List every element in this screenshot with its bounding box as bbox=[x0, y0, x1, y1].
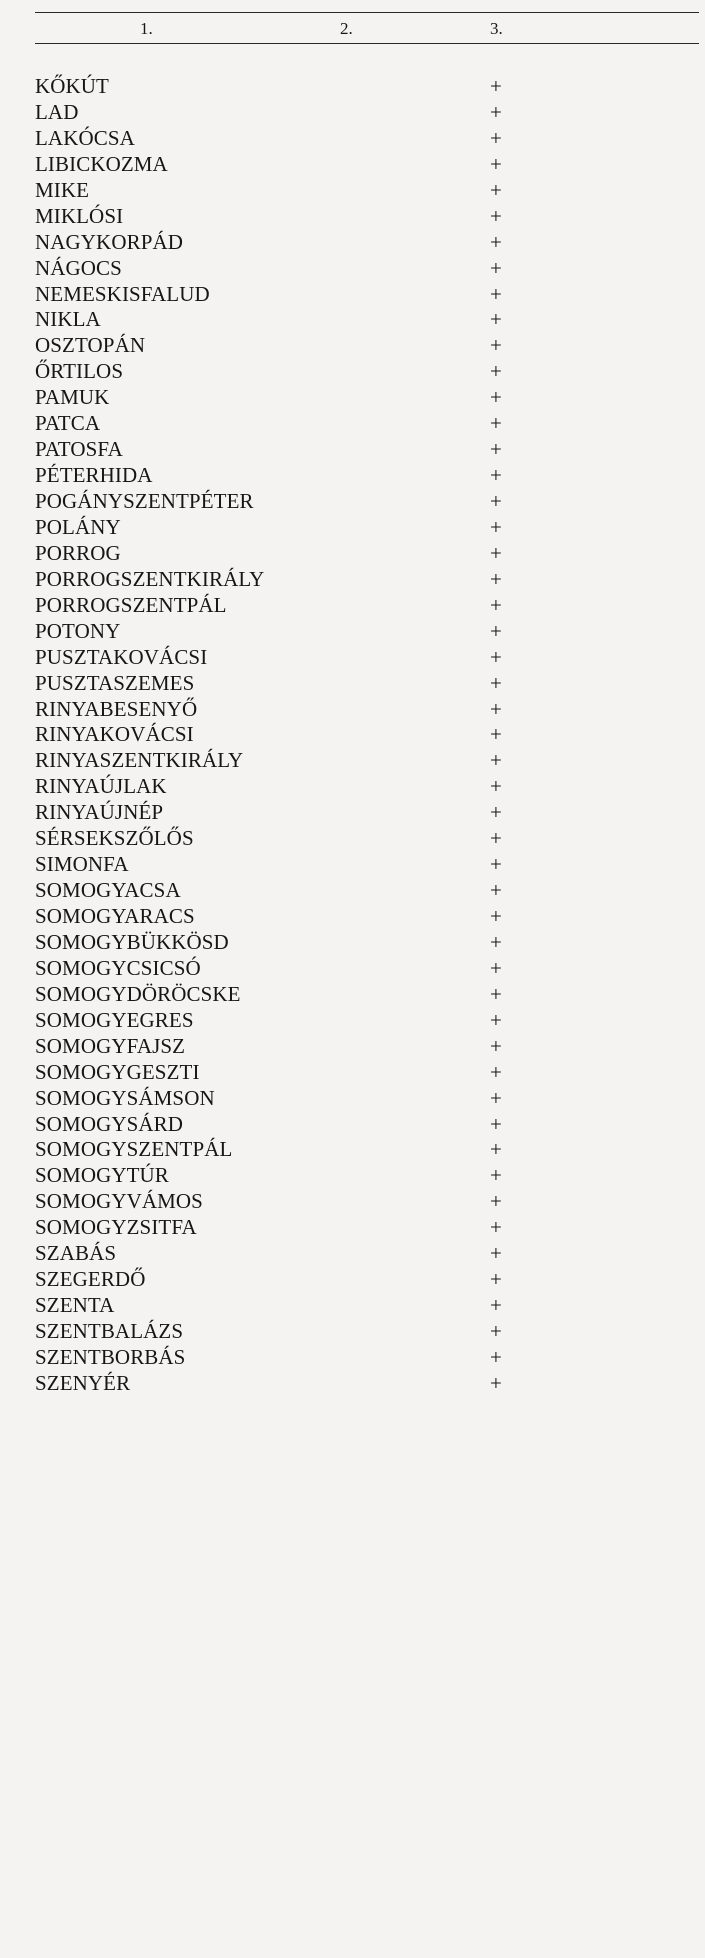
table-row bbox=[35, 1214, 675, 1240]
settlement-name: SOMOGYACSA bbox=[35, 878, 181, 903]
table-row bbox=[35, 1266, 675, 1292]
plus-mark: + bbox=[490, 1163, 502, 1188]
settlement-name: OSZTOPÁN bbox=[35, 333, 146, 358]
plus-mark: + bbox=[490, 878, 502, 903]
table-row bbox=[35, 1318, 675, 1344]
settlement-name: POTONY bbox=[35, 618, 121, 643]
plus-mark: + bbox=[490, 151, 502, 176]
plus-mark: + bbox=[490, 411, 502, 436]
plus-mark: + bbox=[490, 852, 502, 877]
settlement-name: RINYAKOVÁCSI bbox=[35, 722, 194, 747]
table-row bbox=[35, 696, 675, 722]
plus-mark: + bbox=[490, 281, 502, 306]
table-row bbox=[35, 721, 675, 747]
plus-mark: + bbox=[490, 748, 502, 773]
plus-mark: + bbox=[490, 1137, 502, 1162]
plus-mark: + bbox=[490, 1059, 502, 1084]
table-row bbox=[35, 384, 675, 410]
settlement-name: PORROG bbox=[35, 540, 121, 565]
header-rule bbox=[35, 43, 699, 44]
plus-mark: + bbox=[490, 125, 502, 150]
plus-mark: + bbox=[490, 74, 502, 98]
table-row bbox=[35, 1111, 675, 1137]
table-row bbox=[35, 229, 675, 255]
plus-mark: + bbox=[490, 1370, 502, 1395]
plus-mark: + bbox=[490, 177, 502, 202]
settlement-name: SOMOGYDÖRÖCSKE bbox=[35, 981, 241, 1006]
table-row bbox=[35, 1240, 675, 1266]
table-row bbox=[35, 644, 675, 670]
plus-mark: + bbox=[490, 437, 502, 462]
settlement-name: PORROGSZENTKIRÁLY bbox=[35, 566, 265, 591]
table-row bbox=[35, 73, 675, 99]
settlement-name: SOMOGYBÜKKÖSD bbox=[35, 929, 229, 954]
plus-mark: + bbox=[490, 203, 502, 228]
settlement-name: SIMONFA bbox=[35, 852, 129, 877]
plus-mark: + bbox=[490, 1267, 502, 1292]
plus-mark: + bbox=[490, 463, 502, 488]
table-row bbox=[35, 99, 675, 125]
settlement-name: SÉRSEKSZŐLŐS bbox=[35, 826, 194, 851]
table-row bbox=[35, 1292, 675, 1318]
plus-mark: + bbox=[490, 255, 502, 280]
settlement-name: PUSZTAKOVÁCSI bbox=[35, 644, 208, 669]
table-row bbox=[35, 1085, 675, 1111]
table-row bbox=[35, 1188, 675, 1214]
settlement-name: POLÁNY bbox=[35, 514, 121, 539]
table-row bbox=[35, 799, 675, 825]
settlement-name: RINYAÚJNÉP bbox=[35, 800, 164, 825]
table-row bbox=[35, 281, 675, 307]
table-row bbox=[35, 1033, 675, 1059]
table-row bbox=[35, 151, 675, 177]
table-row bbox=[35, 877, 675, 903]
settlement-name: SOMOGYVÁMOS bbox=[35, 1189, 203, 1214]
table-row bbox=[35, 903, 675, 929]
table-row bbox=[35, 1162, 675, 1188]
plus-mark: + bbox=[490, 385, 502, 410]
table-row bbox=[35, 436, 675, 462]
settlement-name: ŐRTILOS bbox=[35, 359, 124, 384]
table-row bbox=[35, 540, 675, 566]
table-row bbox=[35, 1059, 675, 1085]
settlement-name: LAD bbox=[35, 99, 79, 124]
plus-mark: + bbox=[490, 1111, 502, 1136]
plus-mark: + bbox=[490, 981, 502, 1006]
settlement-name: PORROGSZENTPÁL bbox=[35, 592, 227, 617]
column-header-1: 1. bbox=[140, 19, 153, 38]
plus-mark: + bbox=[490, 1007, 502, 1032]
settlement-name: POGÁNYSZENTPÉTER bbox=[35, 489, 254, 513]
table-row bbox=[35, 1136, 675, 1162]
table-row bbox=[35, 462, 675, 488]
table-row bbox=[35, 955, 675, 981]
table-row bbox=[35, 203, 675, 229]
settlement-name: PATOSFA bbox=[35, 437, 123, 462]
table-row bbox=[35, 306, 675, 332]
settlement-name: SZENTBALÁZS bbox=[35, 1319, 184, 1343]
settlement-name: PÉTERHIDA bbox=[35, 463, 153, 488]
settlement-name: MIKLÓSI bbox=[35, 203, 124, 228]
settlement-name: PATCA bbox=[35, 411, 101, 436]
settlement-name: RINYABESENYŐ bbox=[35, 696, 198, 721]
settlement-name: SZENTBORBÁS bbox=[35, 1344, 186, 1369]
table-row bbox=[35, 592, 675, 618]
settlement-name: RINYAÚJLAK bbox=[35, 774, 167, 799]
plus-mark: + bbox=[490, 359, 502, 384]
plus-mark: + bbox=[490, 1085, 502, 1110]
plus-mark: + bbox=[490, 955, 502, 980]
plus-mark: + bbox=[490, 696, 502, 721]
settlement-name: SOMOGYSZENTPÁL bbox=[35, 1137, 233, 1162]
table-row bbox=[35, 177, 675, 203]
settlement-name: LAKÓCSA bbox=[35, 125, 135, 150]
table-row bbox=[35, 1344, 675, 1370]
settlement-name: SOMOGYSÁMSON bbox=[35, 1085, 215, 1110]
table-row bbox=[35, 618, 675, 644]
plus-mark: + bbox=[490, 540, 502, 565]
table-row bbox=[35, 410, 675, 436]
plus-mark: + bbox=[490, 1293, 502, 1318]
settlement-name: SOMOGYSÁRD bbox=[35, 1111, 184, 1136]
settlement-name: SZABÁS bbox=[35, 1241, 117, 1266]
plus-mark: + bbox=[490, 1215, 502, 1240]
plus-mark: + bbox=[490, 1189, 502, 1214]
table-row bbox=[35, 255, 675, 281]
plus-mark: + bbox=[490, 826, 502, 851]
plus-mark: + bbox=[490, 229, 502, 254]
plus-mark: + bbox=[490, 514, 502, 539]
settlement-name: SZENYÉR bbox=[35, 1370, 131, 1395]
table-row bbox=[35, 670, 675, 696]
plus-mark: + bbox=[490, 333, 502, 358]
table-row bbox=[35, 773, 675, 799]
settlement-name: RINYASZENTKIRÁLY bbox=[35, 748, 244, 773]
settlement-name: SOMOGYZSITFA bbox=[35, 1215, 197, 1240]
table-row bbox=[35, 981, 675, 1007]
column-header-2: 2. bbox=[340, 19, 353, 38]
settlement-name: KŐKÚT bbox=[35, 74, 109, 98]
settlement-name: LIBICKOZMA bbox=[35, 151, 168, 176]
plus-mark: + bbox=[490, 670, 502, 695]
table-row bbox=[35, 358, 675, 384]
settlement-name: SOMOGYTÚR bbox=[35, 1163, 169, 1188]
settlement-name: NIKLA bbox=[35, 307, 101, 332]
settlement-name: PUSZTASZEMES bbox=[35, 670, 195, 695]
plus-mark: + bbox=[490, 1344, 502, 1369]
plus-mark: + bbox=[490, 929, 502, 954]
table-row bbox=[35, 514, 675, 540]
settlement-name: NAGYKORPÁD bbox=[35, 229, 184, 254]
table-row bbox=[35, 747, 675, 773]
plus-mark: + bbox=[490, 722, 502, 747]
plus-mark: + bbox=[490, 566, 502, 591]
plus-mark: + bbox=[490, 1033, 502, 1058]
plus-mark: + bbox=[490, 1319, 502, 1343]
settlement-name: SZEGERDŐ bbox=[35, 1267, 146, 1292]
settlement-name: SOMOGYGESZTI bbox=[35, 1059, 200, 1084]
plus-mark: + bbox=[490, 99, 502, 124]
settlement-name: MIKE bbox=[35, 177, 90, 202]
top-rule bbox=[35, 12, 699, 13]
settlement-name: SOMOGYEGRES bbox=[35, 1007, 194, 1032]
plus-mark: + bbox=[490, 489, 502, 513]
plus-mark: + bbox=[490, 644, 502, 669]
table-row bbox=[35, 825, 675, 851]
table-row bbox=[35, 1007, 675, 1033]
table-row bbox=[35, 1370, 675, 1396]
plus-mark: + bbox=[490, 774, 502, 799]
plus-mark: + bbox=[490, 1241, 502, 1266]
settlement-name: PAMUK bbox=[35, 385, 110, 410]
column-header-3: 3. bbox=[490, 19, 503, 38]
table-row bbox=[35, 566, 675, 592]
settlement-name: SOMOGYCSICSÓ bbox=[35, 955, 201, 980]
plus-mark: + bbox=[490, 307, 502, 332]
plus-mark: + bbox=[490, 618, 502, 643]
settlement-name: SZENTA bbox=[35, 1293, 115, 1318]
settlement-list bbox=[35, 73, 675, 1396]
settlement-name: NEMESKISFALUD bbox=[35, 281, 210, 306]
plus-mark: + bbox=[490, 800, 502, 825]
table-row bbox=[35, 851, 675, 877]
settlement-name: SOMOGYFAJSZ bbox=[35, 1033, 186, 1058]
plus-mark: + bbox=[490, 904, 502, 928]
table-row bbox=[35, 332, 675, 358]
table-row bbox=[35, 929, 675, 955]
settlement-name: SOMOGYARACS bbox=[35, 904, 195, 928]
settlement-name: NÁGOCS bbox=[35, 255, 122, 280]
table-row bbox=[35, 125, 675, 151]
table-row bbox=[35, 488, 675, 514]
plus-mark: + bbox=[490, 592, 502, 617]
